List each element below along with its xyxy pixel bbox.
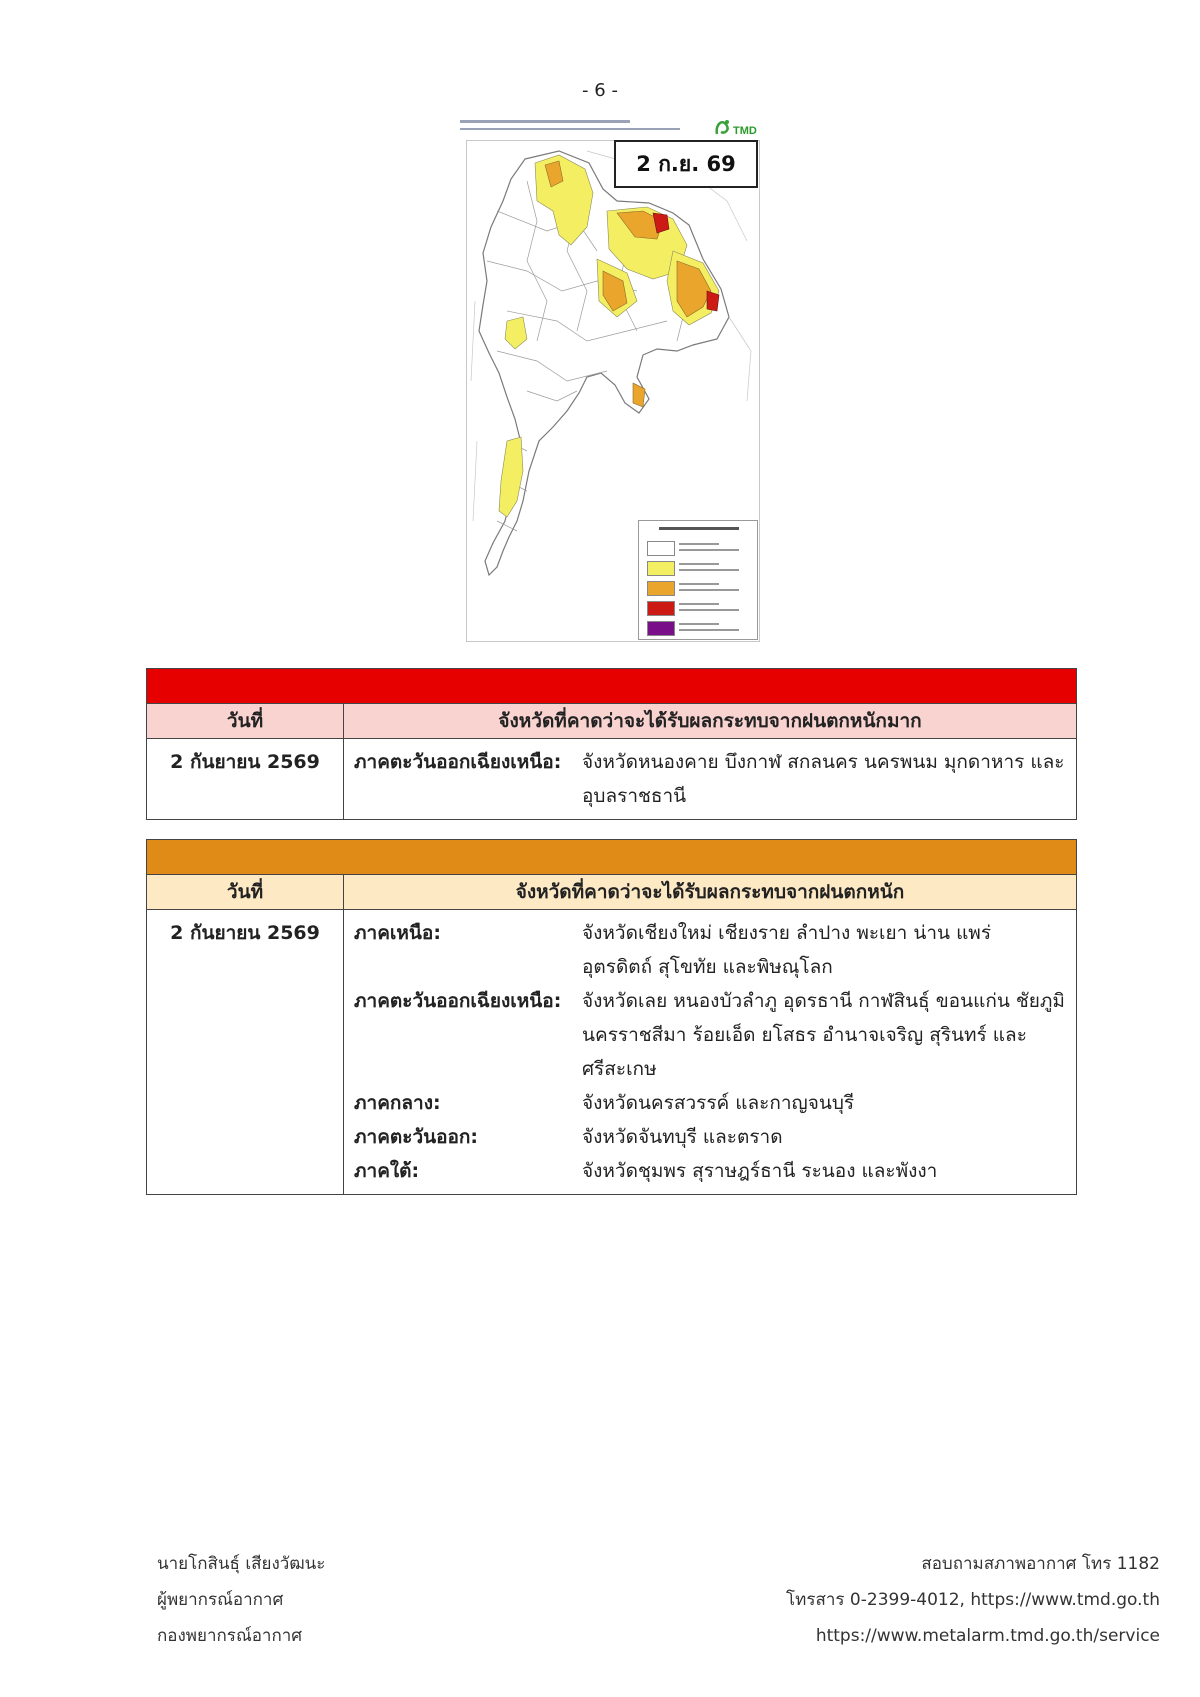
forecaster-division: กองพยากรณ์อากาศ (157, 1626, 303, 1646)
region-row (354, 1154, 1066, 1188)
table-header-date: วันที่ (147, 704, 344, 739)
table-header-provinces: จังหวัดที่คาดว่าจะได้รับผลกระทบจากฝนตกหนัก (344, 875, 1077, 910)
rain-forecast-map (458, 108, 760, 643)
forecaster-title: ผู้พยากรณ์อากาศ (157, 1590, 284, 1610)
legend-line (679, 583, 719, 585)
region-name: ภาคตะวันออกเฉียงเหนือ: (354, 751, 562, 773)
page-number: - 6 - (582, 80, 618, 101)
very-heavy-rain-table (146, 668, 1077, 820)
map-legend (638, 520, 758, 640)
legend-line (679, 543, 719, 545)
table-row (147, 910, 1077, 1195)
legend-line (679, 623, 719, 625)
region-row (354, 984, 1066, 1086)
legend-swatch-very-heavy (647, 621, 675, 636)
region-provinces: จังหวัดหนองคาย บึงกาฬ สกลนคร นครพนม มุกดาหาร และอุบลราชธานี (582, 751, 1065, 807)
region-row (354, 1086, 1066, 1120)
legend-swatch-heavy (647, 601, 675, 616)
region-name: ภาคกลาง: (354, 1092, 441, 1114)
legend-swatch-none (647, 541, 675, 556)
legend-line (679, 609, 739, 611)
heavy-rain-table (146, 839, 1077, 1195)
contact-hotline: สอบถามสภาพอากาศ โทร 1182 (921, 1554, 1160, 1574)
region-provinces: จังหวัดเชียงใหม่ เชียงราย ลำปาง พะเยา น่าน แพร่ อุตรดิตถ์ สุโขทัย และพิษณุโลก (582, 922, 992, 978)
forecaster-name: นายโกสินธุ์ เสียงวัฒนะ (157, 1554, 326, 1574)
region-provinces: จังหวัดชุมพร สุราษฎร์ธานี ระนอง และพังงา (582, 1160, 938, 1182)
table-row (147, 739, 1077, 820)
region-row (354, 916, 1066, 984)
region-provinces: จังหวัดจันทบุรี และตราด (582, 1126, 783, 1148)
table-header-date: วันที่ (147, 875, 344, 910)
contact-fax-website[interactable]: โทรสาร 0-2399-4012, https://www.tmd.go.th (786, 1590, 1160, 1610)
legend-line (679, 549, 739, 551)
forecast-date: 2 กันยายน 2569 (147, 910, 344, 1195)
forecast-date: 2 กันยายน 2569 (147, 739, 344, 820)
svg-text:TMD: TMD (733, 125, 757, 137)
region-name: ภาคตะวันออกเฉียงเหนือ: (354, 990, 562, 1012)
contact-service-link[interactable]: https://www.metalarm.tmd.go.th/service (815, 1626, 1160, 1646)
legend-title (659, 527, 739, 530)
region-name: ภาคตะวันออก: (354, 1126, 479, 1148)
region-name: ภาคใต้: (354, 1160, 420, 1182)
region-name: ภาคเหนือ: (354, 922, 441, 944)
legend-line (679, 603, 719, 605)
map-header-line (460, 128, 680, 130)
heavy-rain-banner (147, 840, 1077, 875)
legend-line (679, 569, 739, 571)
tmd-logo (713, 116, 759, 138)
table-header-provinces: จังหวัดที่คาดว่าจะได้รับผลกระทบจากฝนตกหนักมาก (344, 704, 1077, 739)
map-header-line (460, 120, 630, 123)
contact-block (640, 1546, 1160, 1654)
legend-swatch-moderate (647, 581, 675, 596)
legend-swatch-light (647, 561, 675, 576)
region-list (344, 910, 1077, 1195)
region-row (354, 1120, 1066, 1154)
legend-line (679, 629, 739, 631)
region-provinces: จังหวัดนครสวรรค์ และกาญจนบุรี (582, 1092, 855, 1114)
map-date-label: 2 ก.ย. 69 (614, 140, 758, 188)
legend-line (679, 563, 719, 565)
region-provinces: จังหวัดเลย หนองบัวลำภู อุดรธานี กาฬสินธุ์ ขอนแก่น ชัยภูมิ นครราชสีมา ร้อยเอ็ด ยโสธร อำนาจเจริญ สุรินทร์ และศรีสะเกษ (582, 990, 1065, 1080)
region-list (344, 739, 1077, 820)
legend-line (679, 589, 739, 591)
region-row (354, 745, 1066, 813)
forecaster-signature-block (157, 1546, 325, 1654)
very-heavy-rain-banner (147, 669, 1077, 704)
